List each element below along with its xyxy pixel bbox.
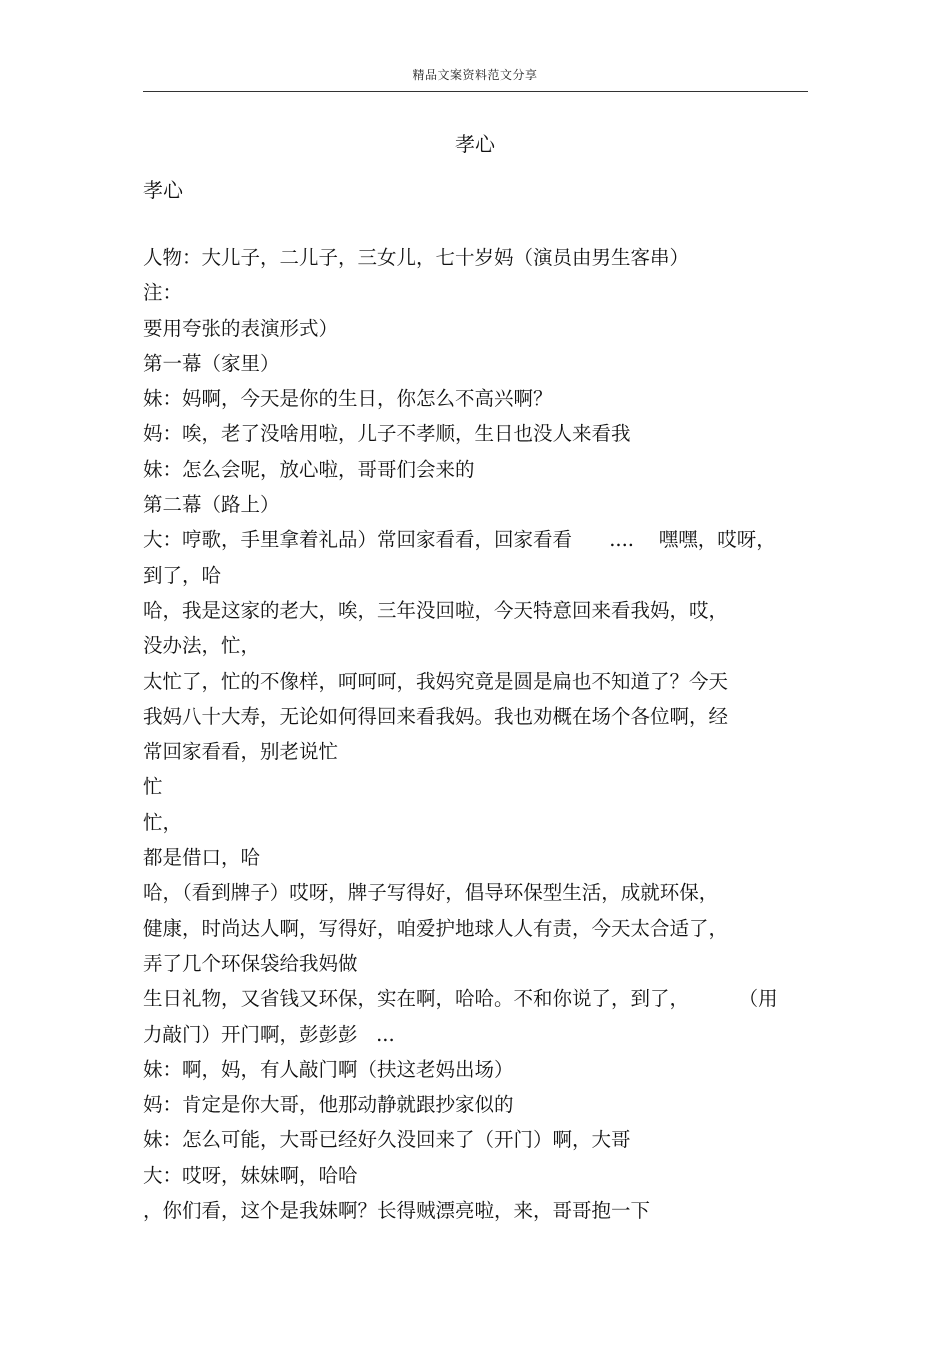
text-line: ，你们看，这个是我妹啊？长得贼漂亮啦，来，哥哥抱一下 [143, 1199, 651, 1223]
text-line: 健康，时尚达人啊，写得好，咱爱护地球人人有责，今天太合适了， [143, 916, 729, 940]
text-line: 人物：大儿子，二儿子，三女儿，七十岁妈（演员由男生客串） [143, 246, 690, 269]
text-line: 第二幕（路上） [143, 493, 280, 517]
text-line: 妈：肯定是你大哥，他那动静就跟抄家似的 [143, 1093, 514, 1117]
text-line: 大：哼歌，手里拿着礼品）常回家看看，回家看看 .... 嘿嘿，哎呀， [143, 528, 776, 552]
text-line: 妹：啊，妈，有人敲门啊（扶这老妈出场） [143, 1057, 514, 1081]
text-line: 妈：唉，老了没啥用啦，儿子不孝顺，生日也没人来看我 [143, 422, 631, 446]
text-line: 妹：怎么会呢，放心啦，哥哥们会来的 [143, 457, 475, 481]
header-divider [143, 91, 808, 92]
text-line: 我妈八十大寿，无论如何得回来看我妈。我也劝概在场个各位啊，经 [143, 704, 729, 728]
page-header: 精品文案资料范文分享 [412, 68, 538, 82]
text-line: 常回家看看，别老说忙 [143, 740, 339, 764]
text-line: 都是借口，哈 [143, 846, 261, 870]
text-line: 到了，哈 [143, 563, 222, 587]
text-line: 忙， [143, 810, 183, 834]
text-line: 哈，（看到牌子）哎呀，牌子写得好，倡导环保型生活，成就环保， [143, 881, 719, 905]
text-line: 大：哎呀，妹妹啊，哈哈 [143, 1163, 358, 1187]
text-line: 忙 [143, 775, 163, 799]
text-line: 要用夸张的表演形式） [143, 316, 339, 340]
text-line: 哈，我是这家的老大，唉，三年没回啦，今天特意回来看我妈，哎， [143, 598, 729, 622]
text-line: 力敲门）开门啊，彭彭彭 ... [143, 1022, 395, 1046]
document-subtitle: 孝心 [143, 178, 183, 202]
document-body [143, 242, 808, 1230]
document-title: 孝心 [455, 132, 495, 156]
text-line: 弄了几个环保袋给我妈做 [143, 951, 358, 975]
text-line: 生日礼物，又省钱又环保，实在啊，哈哈。不和你说了，到了， （用 [143, 987, 778, 1011]
text-line: 妹：怎么可能，大哥已经好久没回来了（开门）啊，大哥 [143, 1128, 631, 1152]
text-line: 妹：妈啊，今天是你的生日，你怎么不高兴啊？ [143, 387, 553, 411]
text-line: 注： [143, 281, 183, 305]
text-line: 第一幕（家里） [143, 351, 280, 375]
text-line: 太忙了，忙的不像样，呵呵呵，我妈究竟是圆是扁也不知道了？今天 [143, 669, 729, 693]
text-line: 没办法，忙， [143, 634, 261, 658]
